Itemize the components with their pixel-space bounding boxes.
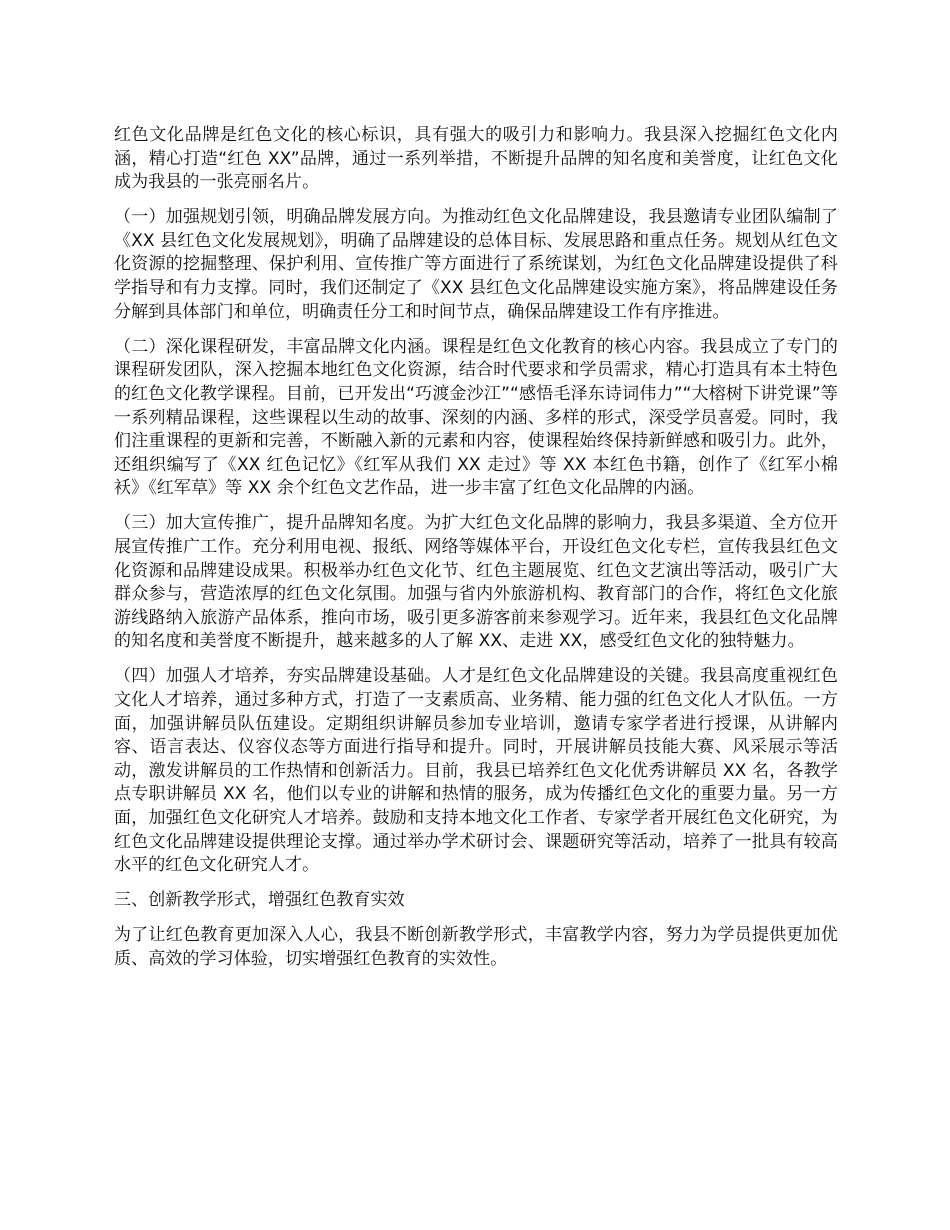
- paragraph-brand-intro: 红色文化品牌是红色文化的核心标识，具有强大的吸引力和影响力。我县深入挖掘红色文化内涵，精心打造“红色 XX”品牌，通过一系列举措，不断提升品牌的知名度和美誉度，让红色文化成为我县的一张亮丽名片。: [114, 125, 838, 193]
- paragraph-planning: （一）加强规划引领，明确品牌发展方向。为推动红色文化品牌建设，我县邀请专业团队编制了《XX 县红色文化发展规划》，明确了品牌建设的总体目标、发展思路和重点任务。规划从红色文化资源的挖掘整理、保护利用、宣传推广等方面进行了系统谋划，为红色文化品牌建设提供了科学指导和有力支撑。同时，我们还制定了《XX 县红色文化品牌建设实施方案》，将品牌建设任务分解到具体部门和单位，明确责任分工和时间节点，确保品牌建设工作有序推进。: [114, 207, 838, 322]
- section-heading: 三、创新教学形式，增强红色教育实效: [114, 890, 405, 911]
- paragraph-promotion: （三）加大宣传推广，提升品牌知名度。为扩大红色文化品牌的影响力，我县多渠道、全方位开展宣传推广工作。充分利用电视、报纸、网络等媒体平台，开设红色文化专栏，宣传我县红色文化资源和品牌建设成果。积极举办红色文化节、红色主题展览、红色文艺演出等活动，吸引广大群众参与，营造浓厚的红色文化氛围。加强与省内外旅游机构、教育部门的合作，将红色文化旅游线路纳入旅游产品体系，推向市场，吸引更多游客前来参观学习。近年来，我县红色文化品牌的知名度和美誉度不断提升，越来越多的人了解 XX、走进 XX，感受红色文化的独特魅力。: [114, 513, 838, 652]
- document-body: [114, 124, 838, 983]
- paragraph-talent: （四）加强人才培养，夯实品牌建设基础。人才是红色文化品牌建设的关键。我县高度重视红色文化人才培养，通过多种方式，打造了一支素质高、业务精、能力强的红色文化人才队伍。一方面，加强讲解员队伍建设。定期组织讲解员参加专业培训，邀请专家学者进行授课，从讲解内容、语言表达、仪容仪态等方面进行指导和提升。同时，开展讲解员技能大赛、风采展示等活动，激发讲解员的工作热情和创新活力。目前，我县已培养红色文化优秀讲解员 XX 名，各教学点专职讲解员 XX 名，他们以专业的讲解和热情的服务，成为传播红色文化的重要力量。另一方面，加强红色文化研究人才培养。鼓励和支持本地文化工作者、专家学者开展红色文化研究，为红色文化品牌建设提供理论支撑。通过举办学术研讨会、课题研究等活动，培养了一批具有较高水平的红色文化研究人才。: [114, 666, 838, 876]
- paragraph-curriculum: （二）深化课程研发，丰富品牌文化内涵。课程是红色文化教育的核心内容。我县成立了专门的课程研发团队，深入挖掘本地红色文化资源，结合时代要求和学员需求，精心打造具有本土特色的红色文化教学课程。目前，已开发出“巧渡金沙江”“感悟毛泽东诗词伟力”“大榕树下讲党课”等一系列精品课程，这些课程以生动的故事、深刻的内涵、多样的形式，深受学员喜爱。同时，我们注重课程的更新和完善，不断融入新的元素和内容，使课程始终保持新鲜感和吸引力。此外，还组织编写了《XX 红色记忆》《红军从我们 XX 走过》等 XX 本红色书籍，创作了《红军小棉袄》《红军草》等 XX 余个红色文艺作品，进一步丰富了红色文化品牌的内涵。: [114, 336, 838, 499]
- paragraph-teaching-forms: 为了让红色教育更加深入人心，我县不断创新教学形式，丰富教学内容，努力为学员提供更加优质、高效的学习体验，切实增强红色教育的实效性。: [114, 925, 838, 969]
